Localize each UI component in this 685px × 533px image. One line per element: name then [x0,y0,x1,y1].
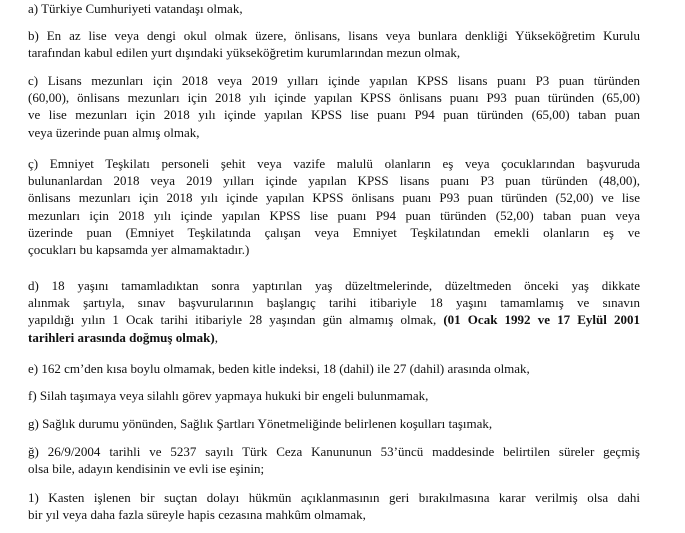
text-line [28,329,640,346]
text-line: ve lise mezunları için 2018 yılı içinde yapılan KPSS lise puanı P94 puan türünden (65,00) taban puan [28,107,640,123]
text-line: önlisans mezunları için 2018 yılı içinde yapılan KPSS önlisans puanı P93 puan türünden (52,00) ve lise [28,190,640,206]
text-line: b) En az lise veya dengi okul olmak üzere, önlisans, lisans veya bunlara denkliği Yükseköğretim Kurulu [28,28,640,43]
text-line: g) Sağlık durumu yönünden, Sağlık Şartları Yönetmeliğinde belirlenen koşulları taşımak, [28,416,493,431]
paragraph-d [28,277,640,346]
text-line: c) Lisans mezunları için 2018 veya 2019 yılları içinde yapılan KPSS lisans puanı P3 puan türünden [28,73,640,88]
paragraph-c [28,72,640,141]
text-line: a) Türkiye Cumhuriyeti vatandaşı olmak, [28,1,243,16]
text-line: bir yıl veya daha fazla süreyle hapis cezasına mahkûm olmamak, [28,507,366,523]
paragraph-e [28,360,640,377]
text-line: 1) Kasten işlenen bir suçtan dolayı hükmün açıklanmasının geri bırakılmasına karar verilmiş olsa dahi [28,490,640,505]
paragraph-gg [28,443,640,477]
text-line [28,311,640,328]
text-line: olsa bile, adayın kendisinin ve evli ise eşinin; [28,461,265,477]
paragraph-a [28,0,640,17]
paragraph-g [28,415,640,432]
text-segment: yapıldığı yılın 1 Ocak tarihi itibariyle 28 yaşından gün almamış olmak, [28,312,444,328]
text-line: çocukları bu kapsamda yer almamaktadır.) [28,242,250,258]
paragraph-b [28,27,640,61]
text-line: ğ) 26/9/2004 tarihli ve 5237 sayılı Türk Ceza Kanununun 53’üncü maddesinde belirtilen süreler geçmiş [28,444,640,459]
text-line: tarafından kabul edilen yurt dışındaki yükseköğretim kurumlarından mezun olmak, [28,45,461,61]
text-line: d) 18 yaşını tamamladıktan sonra yaptırılan yaş düzeltmelerinde, düzeltmeden önceki yaş dikkate [28,278,640,293]
text-line: e) 162 cm’den kısa boylu olmamak, beden kitle indeksi, 18 (dahil) ile 27 (dahil) arasında olmak, [28,361,530,376]
birth-date-range: (01 Ocak 1992 ve 17 Eylül 2001 [443,312,640,328]
text-line: ç) Emniyet Teşkilatı personeli şehit veya vazife malulü olanların eş veya çocuklarından başvuruda [28,156,640,171]
text-line: f) Silah taşımaya veya silahlı görev yapmaya hukuki bir engeli bulunmamak, [28,388,429,403]
text-line: bulunanlardan 2018 veya 2019 yılları içinde yapılan KPSS lisans puanı P3 puan türünden (48,00), [28,173,640,189]
paragraph-cc [28,155,640,258]
paragraph-f [28,387,640,404]
text-line: alınmak şartıyla, sınav başvurularının başlangıç tarihi itibariyle 18 yaşını tamamlamış ve sınavın [28,295,640,311]
text-line: mezunları için 2018 yılı içinde yapılan KPSS lise puanı P94 puan türünden (52,00) taban puan veya [28,207,640,223]
text-line: (60,00), önlisans mezunları için 2018 yılı içinde yapılan KPSS önlisans puanı P93 puan türünden (65,00) [28,90,640,106]
text-segment: , [214,329,218,345]
birth-date-range-end: tarihleri arasında doğmuş olmak) [28,329,215,345]
text-line: veya üzerinde puan almış olmak, [28,124,200,140]
text-line: üzerinde puan (Emniyet Teşkilatında çalışan veya Emniyet Teşkilatından emekli olanların eş ve [28,224,640,240]
paragraph-h1 [28,489,640,523]
